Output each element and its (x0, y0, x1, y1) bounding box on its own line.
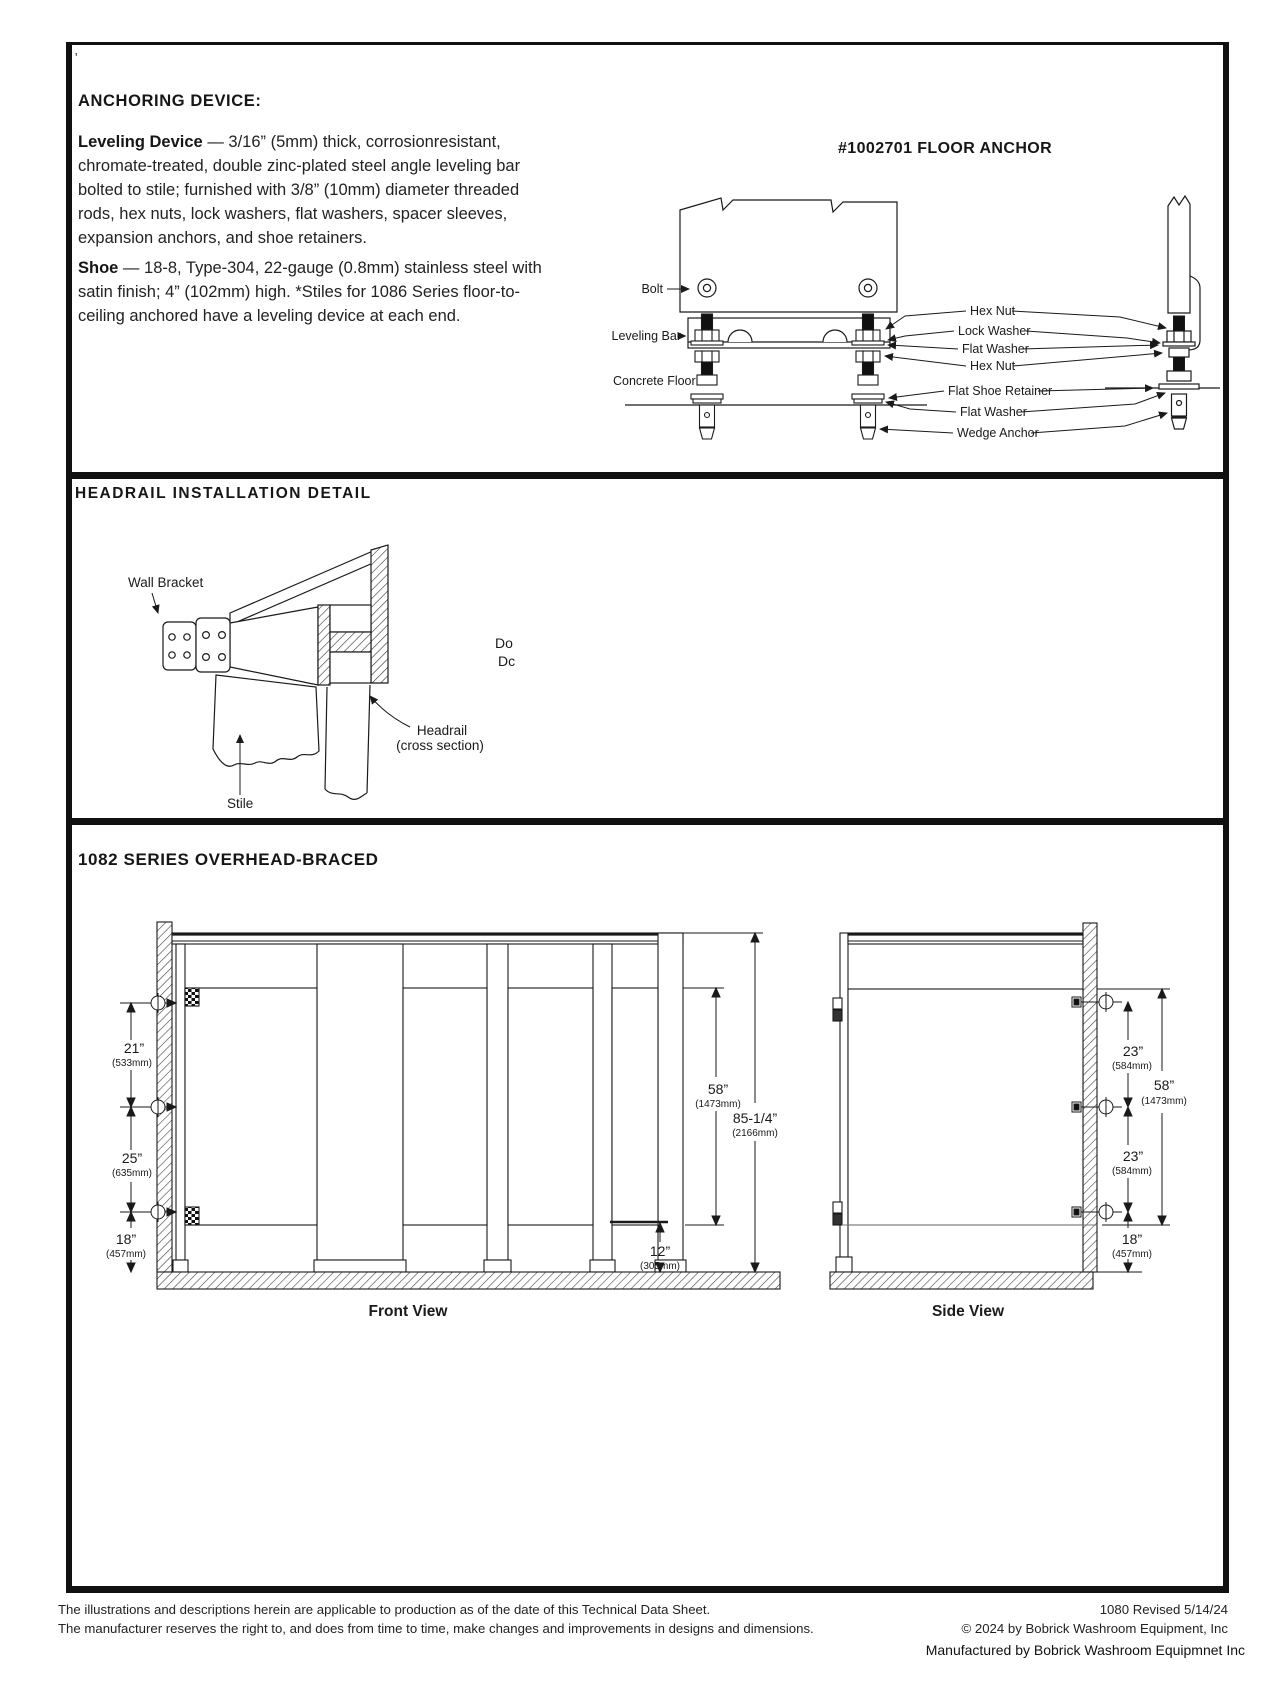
truncated-text-1: Do (495, 635, 513, 651)
footer-disclaimer-line1: The illustrations and descriptions herein are applicable to production as of the date of this Technical Data Sheet. (58, 1602, 711, 1617)
headrail-label-line1: Headrail (416, 723, 468, 738)
shoe-paragraph (78, 256, 560, 328)
shoe-text: — 18-8, Type-304, 22-gauge (0.8mm) stainless steel with satin finish; 4” (102mm) high. *Stiles for 1086 Series floor-to-ceiling anchored have a leveling device at each end. (78, 259, 542, 325)
front-dim-12: 12” (649, 1243, 671, 1259)
hex-nut-2-label: Hex Nut (970, 359, 1016, 373)
side-dim-23bmm: (584mm) (1111, 1166, 1153, 1177)
section-divider-1 (66, 472, 1229, 479)
headrail-label-line2: (cross section) (396, 738, 484, 753)
front-dim-12mm: (305mm) (639, 1261, 681, 1272)
series-heading: 1082 SERIES OVERHEAD-BRACED (78, 850, 379, 869)
front-dim-18mm: (457mm) (105, 1249, 147, 1260)
shoe-term: Shoe (78, 259, 119, 277)
footer-copyright: © 2024 by Bobrick Washroom Equipment, Inc (961, 1621, 1228, 1636)
front-view-label: Front View (368, 1303, 448, 1320)
hex-nut-1-label: Hex Nut (970, 304, 1016, 318)
side-dim-58mm: (1473mm) (1141, 1096, 1187, 1107)
front-dim-21mm: (533mm) (111, 1058, 153, 1069)
front-dim-25: 25” (121, 1150, 143, 1166)
side-dim-18: 18” (1121, 1231, 1143, 1247)
headrail-detail-diagram (66, 505, 766, 817)
lock-washer-label: Lock Washer (958, 324, 1031, 338)
side-dim-58: 58” (1153, 1077, 1175, 1093)
footer-disclaimer-line2: The manufacturer reserves the right to, and does from time to time, make changes and improvements in designs and dimensions. (58, 1621, 814, 1636)
footer-revision: 1080 Revised 5/14/24 (1099, 1602, 1228, 1617)
floor-anchor-diagram (575, 168, 1220, 460)
side-view-drawing (770, 845, 1222, 1325)
frame-top-border (66, 42, 1229, 45)
anchoring-heading: ANCHORING DEVICE: (78, 92, 262, 110)
front-dim-58: 58” (707, 1081, 729, 1097)
leveling-device-text: — 3/16” (5mm) thick, corrosionresistant, chromate-treated, double zinc-plated steel angle leveling bar bolted to stile; furnished with 3/8” (10mm) diameter threaded rods, hex nuts, lock washers, flat washers, spacer sleeves, expansion anchors, and shoe retainers. (78, 133, 521, 247)
concrete-floor-label: Concrete Floor (613, 374, 696, 388)
flat-washer-2-label: Flat Washer (960, 405, 1027, 419)
side-view-label: Side View (931, 1303, 1005, 1320)
side-dim-23a: 23” (1122, 1043, 1144, 1059)
front-dim-25mm: (635mm) (111, 1168, 153, 1179)
flat-washer-1-label: Flat Washer (962, 342, 1029, 356)
headrail-heading: HEADRAIL INSTALLATION DETAIL (75, 485, 372, 502)
front-dim-21: 21” (123, 1040, 145, 1056)
front-dim-85mm: (2166mm) (732, 1128, 778, 1139)
leveling-device-paragraph (78, 130, 560, 250)
stile-label: Stile (227, 796, 254, 811)
side-dim-18mm: (457mm) (1111, 1249, 1153, 1260)
front-dim-18: 18” (115, 1231, 137, 1247)
front-view-drawing (90, 845, 800, 1325)
frame-bottom-border (66, 1586, 1229, 1593)
side-dim-23b: 23” (1122, 1148, 1144, 1164)
wall-bracket-label: Wall Bracket (128, 575, 204, 590)
section-divider-2 (66, 818, 1229, 825)
footer-manufactured-by: Manufactured by Bobrick Washroom Equipmnet Inc (925, 1642, 1245, 1658)
truncated-text-2: Dc (498, 653, 516, 669)
leveling-device-term: Leveling Device (78, 133, 203, 151)
bolt-label: Bolt (641, 282, 663, 296)
floor-anchor-title: #1002701 FLOOR ANCHOR (838, 140, 1053, 157)
side-dim-23amm: (584mm) (1111, 1061, 1153, 1072)
wedge-anchor-label: Wedge Anchor (957, 426, 1039, 440)
leveling-bar-label: Leveling Bar (611, 329, 681, 343)
stray-mark: ' (75, 50, 78, 65)
flat-shoe-retainer-label: Flat Shoe Retainer (948, 384, 1053, 398)
front-dim-58mm: (1473mm) (695, 1099, 741, 1110)
front-dim-85: 85-1/4” (732, 1110, 778, 1126)
